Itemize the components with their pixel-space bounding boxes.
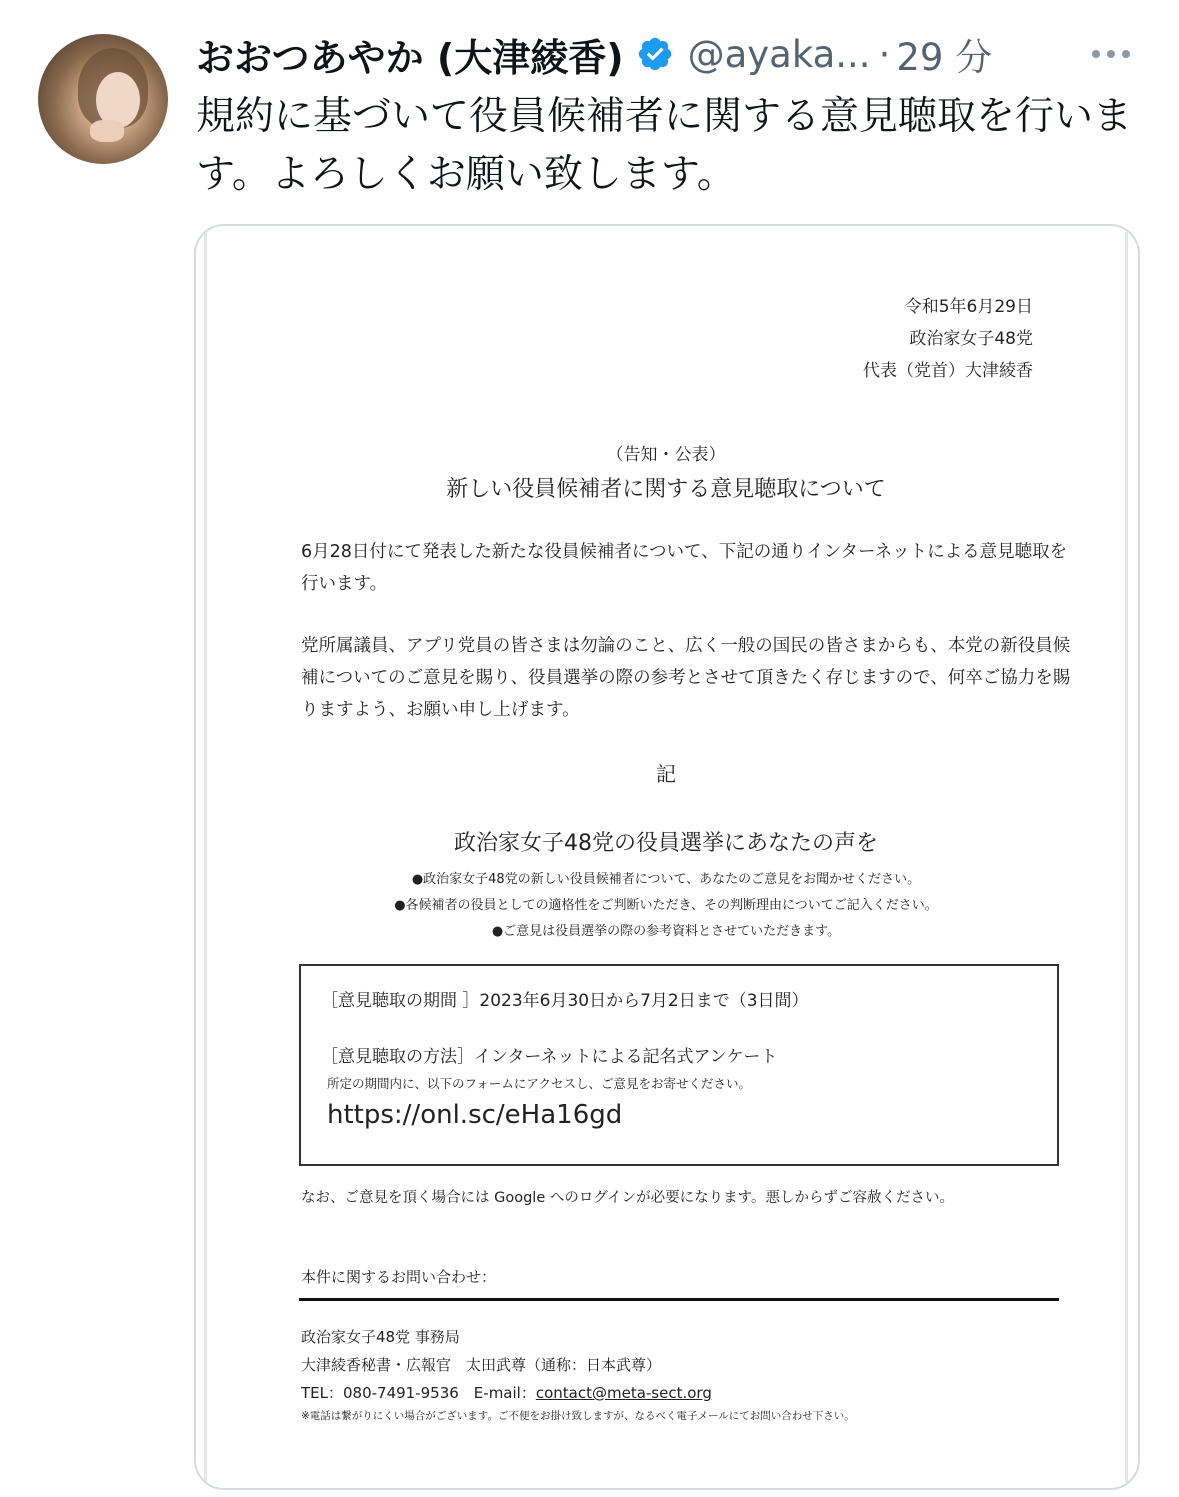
tweet-media-image[interactable]: [194, 224, 1140, 1490]
paragraph-2: 党所属議員、アプリ党員の皆さまは勿論のこと、広く一般の国民の皆さまからも、本党の新役員候補についてのご意見を賜り、役員選挙の際の参考とさせて頂きたく存じますので、何卒ご協力を賜りますよう、お願い申し上げます。: [301, 636, 1071, 720]
details-box: [299, 964, 1059, 1166]
contact-tel-email: [301, 1382, 712, 1403]
form-url: https://onl.sc/eHa16gd: [327, 1100, 623, 1130]
inquiry-label: 本件に関するお問い合わせ：: [301, 1268, 497, 1286]
period-line: ［意見聴取の期間 ］2023年6月30日から7月2日まで（3日間）: [321, 991, 809, 1011]
more-options-icon[interactable]: [1092, 50, 1130, 58]
method-line: ［意見聴取の方法］インターネットによる記名式アンケート: [321, 1047, 778, 1067]
notice-label: （告知・公表）: [606, 445, 726, 465]
profile-avatar[interactable]: [38, 34, 168, 164]
contact-person: 大津綾香秘書・広報官 太田武尊（通称：日本武尊）: [301, 1356, 662, 1374]
notice-document: [204, 232, 1128, 1482]
document-subtitle: 政治家女子48党の役員選挙にあなたの声を: [454, 831, 878, 856]
timestamp[interactable]: 29 分: [896, 36, 993, 79]
contact-tel: TEL：080-7491-9536 E-mail：: [301, 1384, 536, 1402]
document-date: 令和5年6月29日: [904, 297, 1033, 317]
contact-email: contact@meta-sect.org: [535, 1384, 712, 1402]
avatar-hand: [90, 120, 124, 142]
document-organization: 政治家女子48党: [909, 329, 1033, 349]
document-representative: 代表（党首）大津綾香: [863, 361, 1033, 381]
display-name[interactable]: おおつあやか (大津綾香): [196, 35, 624, 80]
contact-office: 政治家女子48党 事務局: [301, 1328, 460, 1346]
paragraph-1: 6月28日付にて発表した新たな役員候補者について、下記の通りインターネットによる意見聴取を行います。: [301, 542, 1068, 594]
separator-dot: ·: [878, 32, 891, 76]
bullet-item: ●ご意見は役員選挙の際の参考資料とさせていただきます。: [491, 924, 841, 939]
ki-marker: 記: [656, 762, 676, 786]
instruction-line: 所定の期間内に、以下のフォームにアクセスし、ご意見をお寄せください。: [327, 1076, 752, 1091]
bullet-item: ●各候補者の役員としての適格性をご判断いただき、その判断理由についてご記入ください。: [394, 898, 938, 913]
login-note: なお、ご意見を頂く場合には Google へのログインが必要になります。悪しからずご容赦ください。: [301, 1190, 954, 1206]
verified-badge-icon: [636, 35, 674, 73]
tweet-text: 規約に基づいて役員候補者に関する意見聴取を行います。よろしくお願い致します。: [196, 94, 1133, 197]
document-title: 新しい役員候補者に関する意見聴取について: [446, 477, 886, 502]
user-handle[interactable]: @ayaka...: [687, 32, 871, 76]
bullet-item: ●政治家女子48党の新しい役員候補者について、あなたのご意見をお聞かせください。: [411, 872, 921, 887]
contact-footnote: ※電話は繋がりにくい場合がございます。ご不便をお掛け致しますが、なるべく電子メールにてお問い合わせ下さい。: [301, 1410, 855, 1422]
divider-line: [299, 1298, 1059, 1301]
tweet-header: [196, 26, 1156, 82]
